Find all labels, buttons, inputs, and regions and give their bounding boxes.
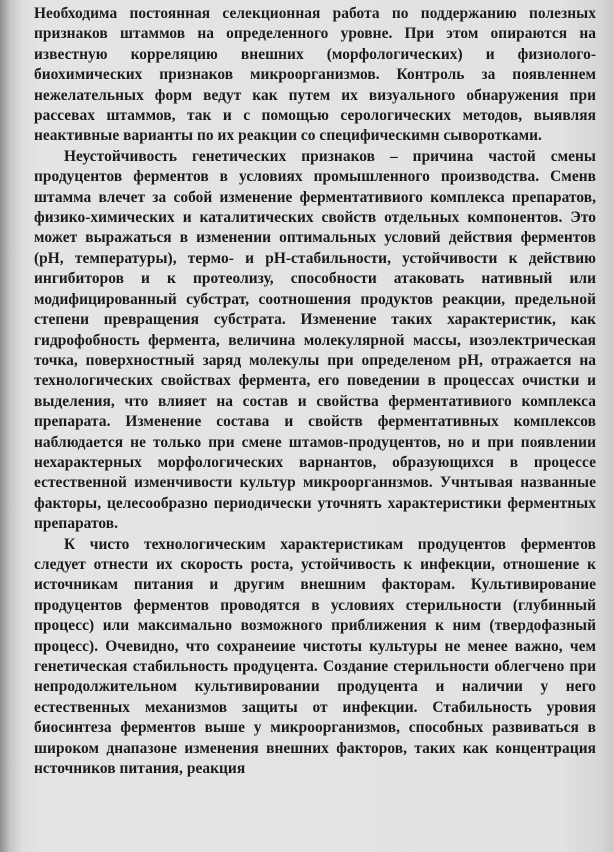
paragraph-selection-work: Необходима постоянная селекционная работа по поддержанию полезных признаков штаммов на определенного уровне. При этом опираются на известную корреляцию внешних (морфологических) и физиолого-биохимических признаков микроорганизмов. Контроль за появленнем нежелательных форм ведут как путем их визуального обнаружения при рассевах штаммов, так и с помощью серологических методов, выявляя неактивные варианты по их реакции со специфическимн сыворотками. (34, 5, 596, 145)
body-text (34, 4, 596, 779)
paragraph-technological-characteristics: К чисто технологическим характеристикам продуцентов ферментов следует отнести их скорость роста, устойчивость к инфекции, отношение к источникам питания и другим внешним факторам. Культивирование продуцентов ферментов проводятся в условиях стерильности (глубинный процесс) или максимально возможного приближения к ним (твердофазный процесс). Очевидно, что сохранеиие чистоты культуры не менее важно, чем генетическая стабильность продуцента. Создание стерильности облегчено при непродолжительном культивировании продуцента и наличии у него естественных механизмов защиты от инфекции. Стабильность уровия биосинтеза ферментов выше у микроорганизмов, способных развиваться в широком днапазоне изменения внешних факторов, таких как концентрация нсточников питания, реакция (34, 535, 596, 778)
paragraph-genetic-instability: Неустойчивость генетических признаков – причина частой смены продуцентов ферментов в условиях промышленного производства. Сменв штамма влечет за собой изменение ферментативиого комплекса препаратов, физико-химических и каталитических свойств отдельных компонентов. Это может выражаться в изменении оптимальных условий действия ферментов (рН, температуры), термо- и рН-стабильности, устойчивости к действию ингибиторов и к протеолизу, способности атаковать нативный или модифицированный субстрат, соотношения продуктов реакции, предельной степени превращения субстрата. Изменение таких характеристик, как гидрофобность фермента, величина молекулярной массы, изоэлектрическая точка, поверхностный заряд молекулы при определеном рН, отражается на технологических свойствах фермента, его поведении в процессах очистки и выделения, что влияет на состав и свойства ферментативиого комплекса препарата. Изменение состава и свойств ферментативных комплексов наблюдается не только при смене штамов-продуцентов, но и при появлении нехарактерных морфологических варнантов, образующихся в процессе естественной изменчивости культур микроорганнзмов. Учнтывая названные факторы, целесообразно периодически уточнять характеристики ферментных препаратов. (34, 147, 596, 533)
